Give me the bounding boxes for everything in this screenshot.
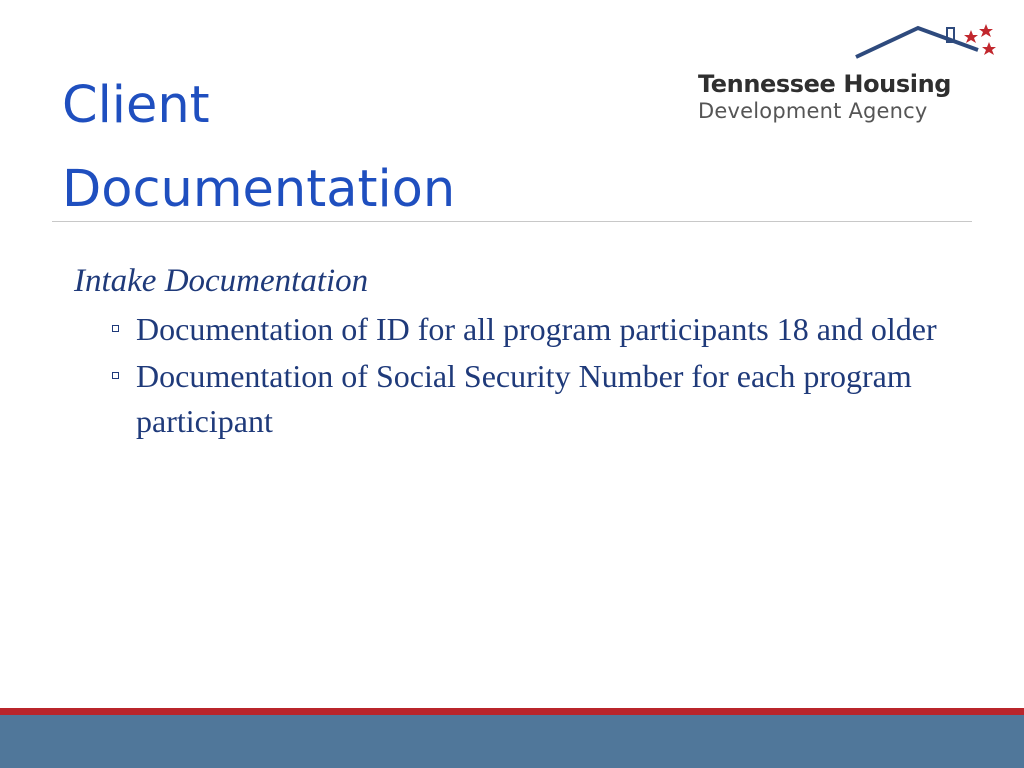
section-heading: Intake Documentation (74, 263, 369, 299)
bullet-text: Documentation of Social Security Number for each program participant (136, 358, 912, 439)
slide-content (74, 255, 974, 446)
logo-text-line-1: Tennessee Housing (698, 70, 952, 98)
slide-title-line-1: Client (62, 76, 210, 135)
square-bullet-icon (112, 372, 119, 379)
slide-title (62, 64, 682, 232)
logo-text-line-2: Development Agency (698, 99, 928, 123)
bullet-text: Documentation of ID for all program participants 18 and older (136, 311, 937, 347)
footer-red-stripe (0, 708, 1024, 715)
footer-blue-bar (0, 715, 1024, 768)
thda-logo (696, 20, 1006, 123)
bullet-item (74, 354, 956, 444)
slide-title-line-2: Documentation (62, 160, 456, 219)
title-divider (52, 221, 972, 222)
bullet-list (74, 307, 974, 444)
square-bullet-icon (112, 325, 119, 332)
bullet-item (74, 307, 956, 352)
